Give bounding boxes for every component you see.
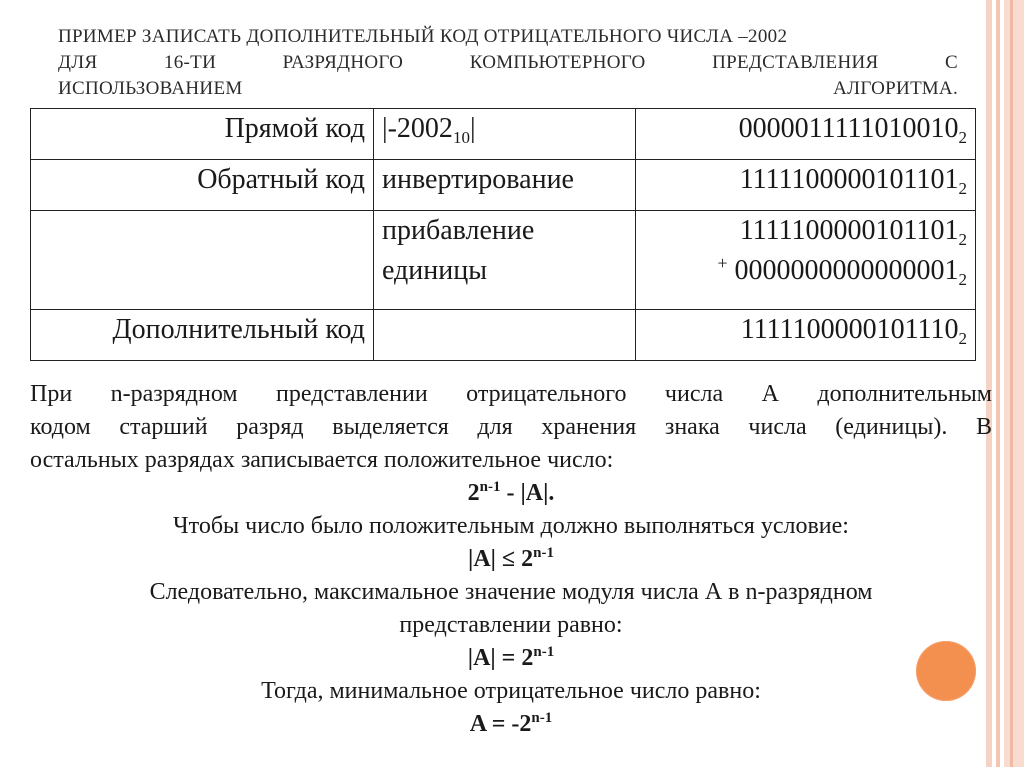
- text-line: Чтобы число было положительным должно выполняться условие:: [173, 513, 849, 539]
- base-subscript: 2: [958, 270, 967, 289]
- decorative-border-stripe: [996, 0, 1000, 767]
- title-line-2: [58, 50, 958, 76]
- title-word: ПРЕДСТАВЛЕНИЯ: [712, 52, 879, 73]
- code-table: [30, 108, 976, 361]
- base-subscript: 2: [958, 329, 967, 348]
- binary-value: 0000000000000001: [734, 255, 959, 286]
- table-row-inverse-code: [31, 160, 976, 211]
- table-cell-operation: инвертирование: [374, 160, 636, 211]
- base-subscript: 2: [958, 179, 967, 198]
- op-subscript: 10: [452, 128, 470, 147]
- text-line: При n-разрядном представлении отрицательного числа А дополнительным: [30, 381, 992, 407]
- formula-left: |A| = 2: [467, 645, 534, 671]
- op-line: единицы: [382, 255, 488, 286]
- formula-exponent: n-1: [479, 479, 501, 495]
- table-cell-value: [636, 310, 976, 361]
- formula-positive-number: [30, 477, 992, 510]
- explanation-text: [30, 378, 992, 741]
- formula-exponent: n-1: [533, 644, 555, 660]
- base-subscript: 2: [958, 230, 967, 249]
- text-line: кодом старший разряд выделяется для хранения знака числа (единицы). В: [30, 414, 992, 440]
- table-cell-value: [636, 211, 976, 310]
- slide-title: [58, 24, 958, 102]
- table-cell-operation: [374, 310, 636, 361]
- paragraph: [30, 378, 992, 477]
- binary-value: 1111100000101101: [739, 215, 959, 246]
- table-cell-label: Обратный код: [31, 160, 374, 211]
- title-word: 16-ТИ: [163, 52, 217, 73]
- table-row-direct-code: [31, 109, 976, 160]
- formula-exponent: n-1: [531, 710, 553, 726]
- table-cell-label: [31, 211, 374, 310]
- table-cell-value: [636, 160, 976, 211]
- formula-left: |A| ≤ 2: [468, 546, 534, 572]
- binary-value: 0000011111010010: [738, 113, 959, 144]
- decorative-border-stripe: [1004, 0, 1024, 767]
- binary-value: 1111100000101101: [739, 164, 959, 195]
- base-subscript: 2: [958, 128, 967, 147]
- decorative-border-stripe: [1010, 0, 1013, 767]
- formula-condition: [30, 543, 992, 576]
- table-cell-label: Прямой код: [31, 109, 374, 160]
- table-row-add-one: [31, 211, 976, 310]
- plus-sign: +: [717, 253, 728, 273]
- table-cell-operation: [374, 109, 636, 160]
- op-text: |-2002: [382, 113, 453, 144]
- op-line: прибавление: [382, 215, 535, 246]
- table-cell-label: Дополнительный код: [31, 310, 374, 361]
- title-word: КОМПЬЮТЕРНОГО: [469, 52, 646, 73]
- table-cell-value: [636, 109, 976, 160]
- title-word: АЛГОРИТМА.: [833, 78, 958, 99]
- formula-min-negative: [30, 708, 992, 741]
- table-row-additional-code: [31, 310, 976, 361]
- title-word: ДЛЯ: [58, 52, 98, 73]
- formula-rest: - |А|.: [500, 480, 555, 506]
- formula-left: A = -2: [469, 711, 532, 737]
- title-line-3: [58, 76, 958, 102]
- binary-value: 1111100000101110: [740, 314, 959, 345]
- title-word: ИСПОЛЬЗОВАНИЕМ: [58, 78, 243, 99]
- title-text-1: ПРИМЕР ЗАПИСАТЬ ДОПОЛНИТЕЛЬНЫЙ КОД ОТРИЦАТЕЛЬНОГО ЧИСЛА –2002: [58, 26, 788, 47]
- table-cell-operation: [374, 211, 636, 310]
- formula-max-modulus: [30, 642, 992, 675]
- title-word: РАЗРЯДНОГО: [282, 52, 404, 73]
- formula-exponent: n-1: [533, 545, 554, 561]
- text-line: представлении равно:: [399, 612, 623, 638]
- formula-base: 2: [467, 480, 480, 506]
- text-line: Следовательно, максимальное значение модуля числа А в n-разрядном: [149, 579, 873, 605]
- title-word: С: [944, 52, 958, 73]
- title-line-1: [58, 24, 958, 50]
- op-text-end: |: [469, 113, 476, 144]
- text-line: остальных разрядах записывается положительное число:: [30, 447, 614, 473]
- text-line: Тогда, минимальное отрицательное число равно:: [261, 678, 761, 704]
